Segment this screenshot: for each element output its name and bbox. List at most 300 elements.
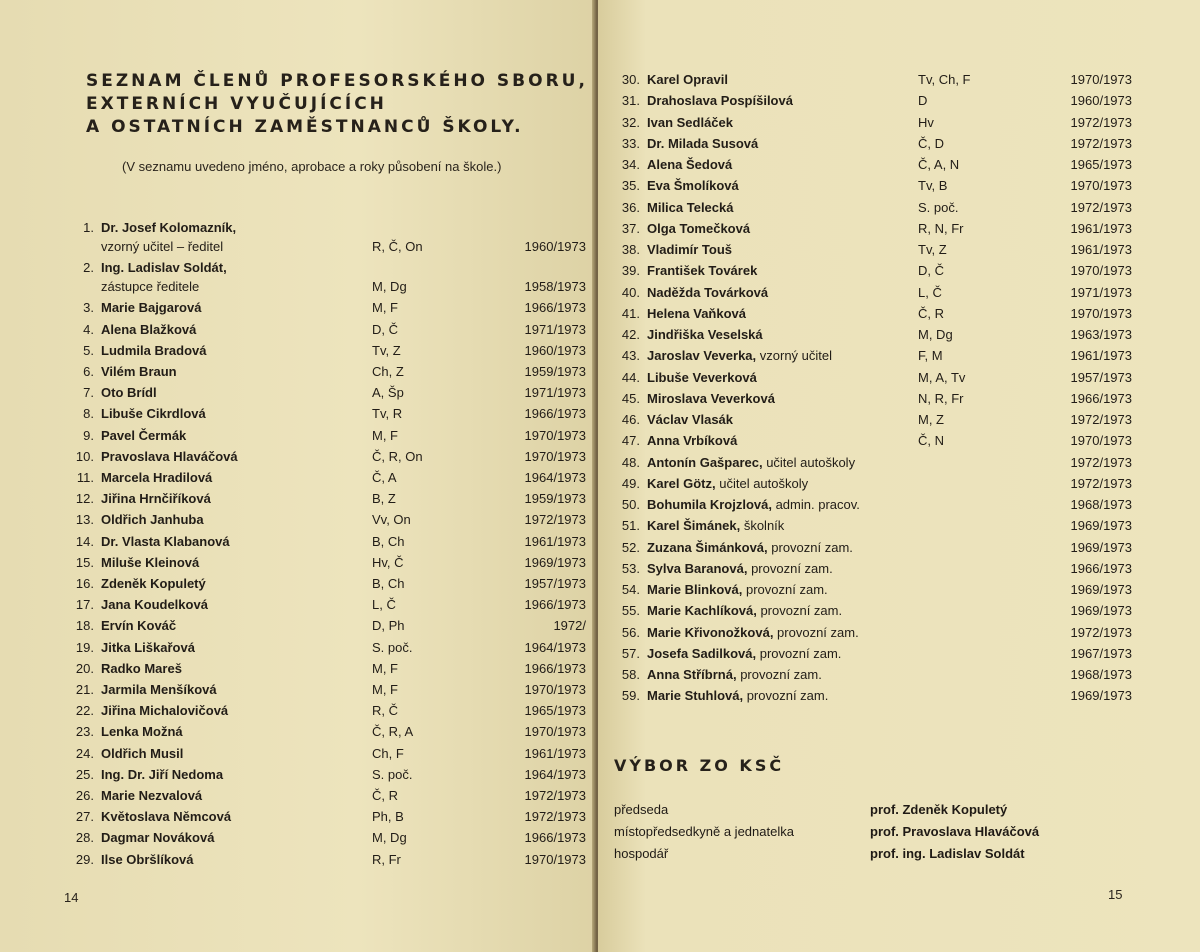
entry-years: 1970/1973 bbox=[524, 682, 586, 697]
entry-years: 1961/1973 bbox=[524, 745, 586, 761]
entry-qualification: Č, R, A bbox=[372, 724, 414, 740]
entry-years: 1961/1973 bbox=[1070, 220, 1132, 236]
entry-years: 1961/1973 bbox=[1070, 242, 1132, 257]
entry-years: 1959/1973 bbox=[524, 364, 586, 379]
entry-name: Sylva Baranová, provozní zam. bbox=[647, 560, 833, 576]
entry-name: Alena Šedová bbox=[647, 157, 733, 172]
entry-name: Pravoslava Hlaváčová bbox=[101, 448, 238, 464]
entry-role: provozní zam. bbox=[773, 624, 859, 640]
entry-number: 21. bbox=[75, 682, 94, 697]
entry-number: 50. bbox=[621, 497, 640, 512]
entry-years: 1968/1973 bbox=[1070, 667, 1132, 682]
entry-years: 1972/1973 bbox=[1070, 135, 1132, 151]
entry-name: František Továrek bbox=[647, 263, 758, 279]
entry-qualification: B, Z bbox=[372, 491, 396, 507]
staff-entry bbox=[0, 341, 596, 361]
staff-entry bbox=[610, 113, 1200, 133]
entry-name: Anna Stříbrná, provozní zam. bbox=[647, 667, 822, 682]
entry-qualification: L, Č bbox=[918, 284, 942, 300]
entry-qualification: Č, R, On bbox=[372, 448, 423, 464]
entry-qualification: Č, N bbox=[918, 433, 944, 449]
entry-name: Oldřich Janhuba bbox=[101, 512, 204, 528]
staff-entry bbox=[0, 510, 596, 530]
staff-entry bbox=[610, 198, 1200, 218]
entry-number: 25. bbox=[75, 766, 94, 782]
entry-number: 31. bbox=[621, 93, 640, 109]
entry-role: provozní zam. bbox=[767, 539, 853, 555]
entry-qualification: Č, R bbox=[918, 305, 944, 321]
entry-qualification: N, R, Fr bbox=[918, 390, 964, 406]
entry-number: 42. bbox=[621, 327, 640, 342]
entry-name: Bohumila Krojzlová, admin. pracov. bbox=[647, 497, 860, 512]
entry-name: Libuše Cikrdlová bbox=[101, 406, 206, 422]
entry-qualification: R, N, Fr bbox=[918, 220, 964, 236]
entry-number: 28. bbox=[75, 830, 94, 846]
entry-number: 18. bbox=[75, 618, 94, 634]
entry-number: 35. bbox=[621, 178, 640, 194]
entry-years: 1969/1973 bbox=[1070, 603, 1132, 619]
committee-person: prof. ing. Ladislav Soldát bbox=[870, 846, 1025, 861]
entry-number: 45. bbox=[621, 390, 640, 406]
entry-qualification: M, F bbox=[372, 300, 398, 316]
committee-role: předseda bbox=[614, 802, 669, 817]
entry-number: 17. bbox=[75, 597, 94, 613]
entry-role: provozní zam. bbox=[743, 688, 829, 704]
entry-years: 1969/1973 bbox=[1070, 688, 1132, 704]
entry-number: 9. bbox=[83, 427, 94, 443]
entry-years: 1970/1973 bbox=[1070, 433, 1132, 449]
staff-entry bbox=[0, 426, 596, 446]
staff-entry bbox=[610, 453, 1200, 473]
staff-entry bbox=[0, 807, 596, 827]
entry-qualification: L, Č bbox=[372, 597, 396, 613]
entry-qualification: Ch, F bbox=[372, 745, 404, 761]
entry-name: Květoslava Němcová bbox=[101, 809, 232, 825]
entry-name: Dr. Milada Susová bbox=[647, 135, 759, 151]
entry-years: 1966/1973 bbox=[524, 597, 586, 613]
entry-years: 1970/1973 bbox=[524, 427, 586, 443]
committee-role: hospodář bbox=[614, 846, 669, 861]
entry-qualification: Ph, B bbox=[372, 809, 404, 825]
staff-entry bbox=[610, 580, 1200, 600]
entry-name: Marie Křivonožková, provozní zam. bbox=[647, 624, 859, 640]
entry-name: Karel Šimánek, školník bbox=[647, 518, 785, 534]
entry-qualification: D, Č bbox=[918, 263, 944, 279]
entry-qualification: Tv, Z bbox=[372, 342, 401, 358]
staff-entry bbox=[610, 665, 1200, 685]
entry-number: 54. bbox=[621, 582, 640, 597]
entry-role: provozní zam. bbox=[742, 582, 828, 597]
entry-years: 1965/1973 bbox=[524, 703, 586, 719]
committee-person: prof. Zdeněk Kopuletý bbox=[870, 802, 1008, 817]
entry-number: 59. bbox=[621, 688, 640, 704]
entry-qualification: B, Ch bbox=[372, 576, 405, 591]
entry-qualification: M, A, Tv bbox=[918, 369, 966, 385]
entry-number: 8. bbox=[83, 406, 94, 422]
entry-qualification: M, F bbox=[372, 660, 398, 676]
staff-entry bbox=[0, 680, 596, 700]
entry-number: 11. bbox=[76, 470, 94, 485]
entry-qualification: R, Fr bbox=[372, 851, 401, 867]
staff-entry bbox=[0, 258, 596, 295]
staff-entry bbox=[0, 659, 596, 679]
entry-years: 1972/1973 bbox=[1070, 624, 1132, 640]
entry-years: 1968/1973 bbox=[1070, 497, 1132, 512]
entry-name: Jiřina Hrnčiříková bbox=[101, 491, 211, 507]
entry-name: Pavel Čermák bbox=[101, 427, 187, 443]
staff-entry bbox=[0, 362, 596, 382]
entry-qualification: Tv, Ch, F bbox=[918, 72, 971, 87]
entry-years: 1969/1973 bbox=[1070, 539, 1132, 555]
staff-entry bbox=[0, 786, 596, 806]
entry-qualification: M, Dg bbox=[918, 327, 953, 342]
entry-number: 2. bbox=[83, 260, 94, 276]
entry-number: 7. bbox=[83, 385, 94, 401]
entry-years: 1958/1973 bbox=[524, 279, 586, 295]
entry-number: 3. bbox=[83, 300, 94, 316]
entry-years: 1972/1973 bbox=[524, 512, 586, 528]
staff-entry bbox=[0, 320, 596, 340]
entry-years: 1972/1973 bbox=[1070, 454, 1132, 470]
entry-name: Radko Mareš bbox=[101, 660, 182, 676]
entry-name: Libuše Veverková bbox=[647, 369, 757, 385]
staff-entry bbox=[0, 468, 596, 488]
entry-name: Jarmila Menšíková bbox=[101, 682, 217, 697]
staff-entry bbox=[0, 404, 596, 424]
page-number-right: 15 bbox=[1108, 887, 1123, 902]
entry-number: 1. bbox=[83, 220, 94, 235]
entry-years: 1972/1973 bbox=[1070, 199, 1132, 215]
entry-number: 38. bbox=[621, 242, 640, 257]
entry-years: 1972/1973 bbox=[524, 809, 586, 825]
entry-qualification: D, Č bbox=[372, 321, 398, 337]
entry-name: Milica Telecká bbox=[647, 199, 734, 215]
entry-number: 48. bbox=[621, 454, 640, 470]
staff-entry bbox=[0, 298, 596, 318]
entry-number: 57. bbox=[621, 645, 640, 661]
entry-role: učitel autoškoly bbox=[715, 475, 809, 491]
entry-years: 1972/1973 bbox=[1070, 475, 1132, 491]
entry-years: 1971/1973 bbox=[524, 321, 586, 337]
staff-entry bbox=[610, 70, 1200, 90]
entry-role: vzorný učitel bbox=[756, 348, 833, 364]
entry-name: Marie Bajgarová bbox=[101, 300, 202, 316]
entry-years: 1970/1973 bbox=[1070, 263, 1132, 279]
entry-number: 26. bbox=[75, 788, 94, 803]
staff-entry bbox=[610, 261, 1200, 281]
entry-name: Marie Nezvalová bbox=[101, 788, 203, 803]
entry-qualification: Č, R bbox=[372, 788, 398, 803]
entry-role: provozní zam. bbox=[756, 603, 843, 619]
entry-name: Karel Götz, učitel autoškoly bbox=[647, 475, 809, 491]
staff-entry bbox=[610, 346, 1200, 366]
entry-years: 1960/1973 bbox=[524, 239, 586, 254]
entry-name: Jana Koudelková bbox=[101, 597, 208, 613]
entry-years: 1966/1973 bbox=[524, 300, 586, 316]
entry-years: 1966/1973 bbox=[524, 406, 586, 422]
entry-years: 1970/1973 bbox=[1070, 72, 1132, 87]
entry-years: 1969/1973 bbox=[1070, 518, 1132, 534]
entry-name: Ilse Obršlíková bbox=[101, 851, 194, 867]
committee-title: VÝBOR ZO KSČ bbox=[614, 756, 785, 775]
entry-years: 1957/1973 bbox=[1070, 369, 1132, 385]
heading-line-1: SEZNAM ČLENŮ PROFESORSKÉHO SBORU, bbox=[86, 71, 588, 91]
entry-name: Miluše Kleinová bbox=[101, 554, 200, 570]
entry-name: Ervín Kováč bbox=[101, 618, 177, 634]
entry-name: Marcela Hradilová bbox=[101, 470, 213, 485]
entry-number: 58. bbox=[621, 667, 640, 682]
entry-name: Lenka Možná bbox=[101, 724, 183, 740]
entry-qualification: S. poč. bbox=[372, 639, 413, 655]
staff-entry bbox=[610, 155, 1200, 175]
entry-qualification: Tv, B bbox=[918, 178, 948, 194]
entry-years: 1966/1973 bbox=[524, 660, 586, 676]
entry-name: Jindřiška Veselská bbox=[647, 327, 763, 342]
entry-number: 32. bbox=[621, 114, 640, 130]
staff-entry bbox=[0, 218, 596, 254]
entry-qualification: M, Dg bbox=[372, 830, 407, 846]
entry-number: 52. bbox=[621, 539, 640, 555]
entry-number: 19. bbox=[75, 639, 94, 655]
entry-qualification: Tv, Z bbox=[918, 242, 947, 257]
entry-qualification: Vv, On bbox=[372, 512, 411, 528]
entry-name: Jiřina Michalovičová bbox=[101, 703, 229, 719]
entry-name: Ing. Ladislav Soldát, bbox=[101, 260, 227, 276]
entry-years: 1957/1973 bbox=[524, 576, 586, 591]
staff-entry bbox=[610, 219, 1200, 239]
entry-years: 1961/1973 bbox=[1070, 348, 1132, 364]
staff-entry bbox=[610, 389, 1200, 409]
entry-number: 10. bbox=[75, 448, 94, 464]
staff-entry bbox=[610, 176, 1200, 196]
staff-entry bbox=[610, 431, 1200, 451]
right-page bbox=[598, 0, 1200, 952]
entry-name: Marie Stuhlová, provozní zam. bbox=[647, 688, 829, 704]
staff-entry bbox=[0, 850, 596, 870]
entry-qualification: Tv, R bbox=[372, 406, 403, 422]
entry-number: 27. bbox=[75, 809, 94, 825]
entry-name: Drahoslava Pospíšilová bbox=[647, 93, 793, 109]
entry-number: 34. bbox=[621, 157, 640, 172]
entry-name: Ludmila Bradová bbox=[101, 342, 207, 358]
entry-years: 1960/1973 bbox=[524, 342, 586, 358]
entry-qualification: M, Z bbox=[918, 412, 944, 427]
entry-name: Oldřich Musil bbox=[101, 745, 184, 761]
staff-entry bbox=[610, 368, 1200, 388]
entry-years: 1971/1973 bbox=[1070, 284, 1132, 300]
entry-qualification: Hv bbox=[918, 114, 934, 130]
entry-name: Eva Šmolíková bbox=[647, 178, 739, 194]
left-page bbox=[0, 0, 596, 952]
staff-entry bbox=[610, 91, 1200, 111]
staff-entry bbox=[610, 474, 1200, 494]
entry-name: Zuzana Šimánková, provozní zam. bbox=[647, 539, 853, 555]
entry-number: 4. bbox=[83, 321, 94, 337]
staff-entry bbox=[610, 601, 1200, 621]
staff-entry bbox=[610, 283, 1200, 303]
entry-years: 1965/1973 bbox=[1070, 157, 1132, 172]
entry-number: 46. bbox=[621, 412, 640, 427]
staff-entry bbox=[610, 240, 1200, 260]
entry-number: 44. bbox=[621, 369, 640, 385]
entry-number: 23. bbox=[75, 724, 94, 740]
staff-entry bbox=[0, 722, 596, 742]
entry-years: 1960/1973 bbox=[1070, 93, 1132, 109]
entry-number: 6. bbox=[83, 364, 94, 379]
entry-number: 14. bbox=[75, 533, 94, 549]
entry-role: učitel autoškoly bbox=[762, 454, 856, 470]
entry-number: 22. bbox=[75, 703, 94, 719]
list-note: (V seznamu uvedeno jméno, aprobace a roky působení na škole.) bbox=[122, 159, 502, 174]
entry-qualification: M, F bbox=[372, 427, 398, 443]
staff-entry bbox=[610, 134, 1200, 154]
entry-name: Vladimír Touš bbox=[647, 242, 732, 257]
committee-person: prof. Pravoslava Hlaváčová bbox=[870, 824, 1040, 839]
entry-years: 1964/1973 bbox=[524, 639, 586, 655]
staff-entry bbox=[610, 495, 1200, 515]
entry-number: 29. bbox=[75, 851, 94, 867]
entry-role: vzorný učitel – ředitel bbox=[101, 239, 224, 254]
entry-qualification: R, Č bbox=[372, 703, 398, 719]
staff-entry bbox=[0, 616, 596, 636]
staff-entry bbox=[610, 410, 1200, 430]
entry-number: 36. bbox=[621, 199, 640, 215]
page-heading bbox=[86, 70, 588, 139]
entry-qualification: Ch, Z bbox=[372, 364, 404, 379]
committee-role: místopředsedkyně a jednatelka bbox=[614, 824, 794, 839]
entry-role: provozní zam. bbox=[747, 560, 833, 576]
entry-name: Zdeněk Kopuletý bbox=[101, 576, 206, 591]
staff-entry bbox=[0, 447, 596, 467]
entry-years: 1959/1973 bbox=[524, 491, 586, 507]
entry-years: 1971/1973 bbox=[524, 385, 586, 401]
staff-entry bbox=[0, 765, 596, 785]
staff-entry bbox=[0, 701, 596, 721]
entry-number: 53. bbox=[621, 560, 640, 576]
entry-years: 1970/1973 bbox=[1070, 305, 1132, 321]
entry-number: 30. bbox=[621, 72, 640, 87]
entry-name: Jaroslav Veverka, vzorný učitel bbox=[647, 348, 833, 364]
entry-name: Václav Vlasák bbox=[647, 412, 734, 427]
entry-years: 1972/1973 bbox=[1070, 412, 1132, 427]
entry-years: 1970/1973 bbox=[524, 851, 586, 867]
entry-name: Anna Vrbíková bbox=[647, 433, 738, 449]
entry-name: Helena Vaňková bbox=[647, 305, 746, 321]
entry-name: Karel Opravil bbox=[647, 72, 728, 87]
entry-role: provozní zam. bbox=[736, 667, 822, 682]
entry-qualification: A, Šp bbox=[372, 385, 404, 401]
entry-number: 15. bbox=[75, 554, 94, 570]
entry-years: 1964/1973 bbox=[524, 470, 586, 485]
heading-line-2: EXTERNÍCH VYUČUJÍCÍCH bbox=[86, 94, 387, 114]
entry-years: 1966/1973 bbox=[524, 830, 586, 846]
staff-entry bbox=[0, 595, 596, 615]
entry-qualification: Č, D bbox=[918, 135, 944, 151]
page-number-left: 14 bbox=[64, 890, 79, 905]
heading-line-3: A OSTATNÍCH ZAMĚSTNANCŮ ŠKOLY. bbox=[86, 117, 524, 137]
entry-name: Marie Blinková, provozní zam. bbox=[647, 582, 828, 597]
entry-name: Jitka Liškařová bbox=[101, 639, 195, 655]
staff-entry bbox=[610, 623, 1200, 643]
entry-years: 1970/1973 bbox=[524, 448, 586, 464]
entry-years: 1972/1973 bbox=[1070, 114, 1132, 130]
entry-number: 37. bbox=[621, 220, 640, 236]
entry-number: 16. bbox=[75, 576, 94, 591]
entry-name: Dr. Vlasta Klabanová bbox=[101, 533, 230, 549]
staff-entry bbox=[0, 532, 596, 552]
entry-years: 1969/1973 bbox=[1070, 582, 1132, 597]
entry-years: 1964/1973 bbox=[524, 766, 586, 782]
entry-name: Josefa Sadilková, provozní zam. bbox=[647, 645, 842, 661]
entry-qualification: D bbox=[918, 93, 928, 109]
staff-entry bbox=[610, 686, 1200, 706]
entry-name: Alena Blažková bbox=[101, 321, 197, 337]
entry-years: 1966/1973 bbox=[1070, 560, 1132, 576]
staff-entry bbox=[610, 644, 1200, 664]
entry-name: Vilém Braun bbox=[101, 364, 177, 379]
entry-name: Naděžda Továrková bbox=[647, 284, 769, 300]
entry-qualification: S. poč. bbox=[372, 766, 413, 782]
entry-qualification: B, Ch bbox=[372, 533, 405, 549]
entry-number: 49. bbox=[621, 475, 640, 491]
entry-qualification: S. poč. bbox=[918, 199, 959, 215]
staff-entry bbox=[0, 638, 596, 658]
entry-number: 51. bbox=[621, 518, 640, 534]
entry-name: Dagmar Nováková bbox=[101, 830, 215, 846]
entry-qualification: M, Dg bbox=[372, 279, 407, 295]
staff-entry bbox=[610, 538, 1200, 558]
entry-name: Oto Brídl bbox=[101, 385, 157, 401]
entry-role: zástupce ředitele bbox=[101, 279, 200, 295]
staff-entry bbox=[610, 304, 1200, 324]
entry-number: 24. bbox=[75, 745, 94, 761]
staff-entry bbox=[610, 325, 1200, 345]
entry-role: školník bbox=[740, 518, 785, 534]
entry-years: 1966/1973 bbox=[1070, 390, 1132, 406]
staff-entry bbox=[0, 574, 596, 594]
entry-number: 20. bbox=[75, 660, 94, 676]
entry-qualification: Č, A bbox=[372, 470, 397, 485]
entry-number: 41. bbox=[621, 305, 640, 321]
entry-years: 1970/1973 bbox=[524, 724, 586, 740]
entry-years: 1972/ bbox=[553, 618, 586, 634]
entry-name: Ing. Dr. Jiří Nedoma bbox=[101, 766, 224, 782]
entry-qualification: Hv, Č bbox=[372, 554, 404, 570]
entry-number: 33. bbox=[621, 135, 640, 151]
entry-name: Miroslava Veverková bbox=[647, 390, 775, 406]
entry-role: admin. pracov. bbox=[771, 497, 860, 512]
staff-entry bbox=[0, 383, 596, 403]
entry-qualification: R, Č, On bbox=[372, 239, 423, 254]
entry-number: 55. bbox=[621, 603, 640, 619]
entry-name: Marie Kachlíková, provozní zam. bbox=[647, 603, 843, 619]
entry-name: Olga Tomečková bbox=[647, 220, 751, 236]
entry-qualification: F, M bbox=[918, 348, 943, 364]
entry-number: 47. bbox=[621, 433, 640, 449]
entry-years: 1969/1973 bbox=[524, 554, 586, 570]
entry-number: 12. bbox=[75, 491, 94, 507]
entry-name: Ivan Sedláček bbox=[647, 114, 733, 130]
entry-number: 39. bbox=[621, 263, 640, 279]
entry-number: 43. bbox=[621, 348, 640, 364]
entry-qualification: D, Ph bbox=[372, 618, 405, 634]
entry-years: 1961/1973 bbox=[524, 533, 586, 549]
staff-entry bbox=[0, 489, 596, 509]
entry-qualification: Č, A, N bbox=[918, 157, 960, 172]
entry-years: 1970/1973 bbox=[1070, 178, 1132, 194]
entry-number: 56. bbox=[621, 624, 640, 640]
staff-entry bbox=[0, 828, 596, 848]
